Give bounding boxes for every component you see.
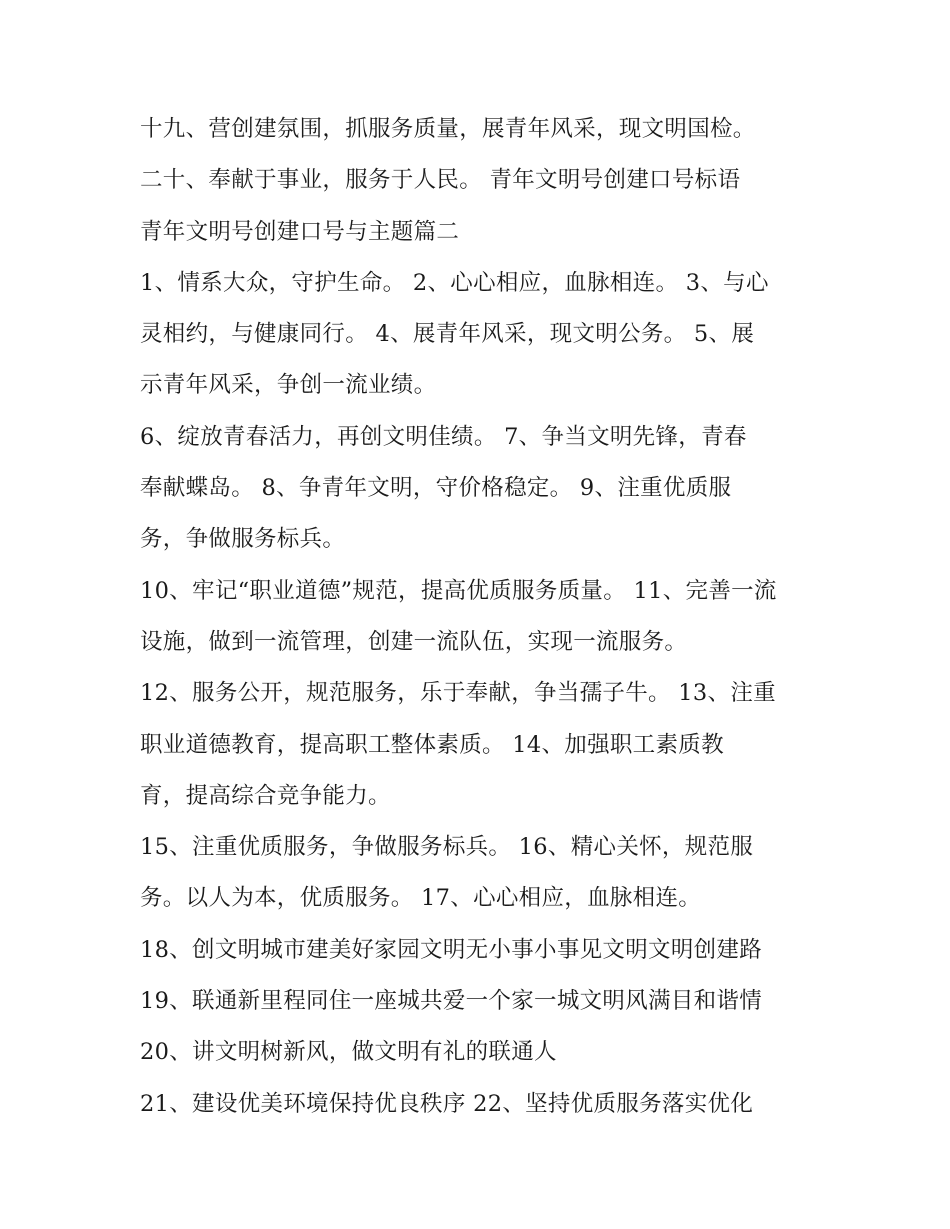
text-line: 示青年风采，争创一流业绩。 [140,372,437,399]
body-text [140,104,840,1130]
text-line: 21、建设优美环境保持优良秩序 22、坚持优质服务落实优化 [140,1090,754,1117]
text-line: 二十、奉献于事业，服务于人民。 青年文明号创建口号标语 [140,167,741,194]
text-line: 奉献蝶岛。 8、争青年文明，守价格稳定。 9、注重优质服 [140,475,732,502]
text-line: 15、注重优质服务，争做服务标兵。 16、精心关怀，规范服 [140,834,754,861]
text-line: 十九、营创建氛围，抓服务质量，展青年风采，现文明国检。 [140,116,756,142]
text-line: 18、创文明城市建美好家园文明无小事小事见文明文明创建路 [140,936,763,963]
text-line: 育，提高综合竞争能力。 [140,782,391,809]
text-line: 职业道德教育，提高职工整体素质。 14、加强职工素质教 [140,731,724,758]
text-line: 务，争做服务标兵。 [140,526,346,553]
text-line: 19、联通新里程同住一座城共爱一个家一城文明风满目和谐情 [140,988,763,1015]
text-line: 20、讲文明树新风，做文明有礼的联通人 [140,1039,557,1066]
section-heading: 青年文明号创建口号与主题篇二 [140,218,460,245]
text-line: 设施，做到一流管理，创建一流队伍，实现一流服务。 [140,628,688,655]
text-line: 10、牢记“职业道德”规范，提高优质服务质量。 11、完善一流 [140,577,777,604]
text-line: 灵相约，与健康同行。 4、展青年风采，现文明公务。 5、展 [140,321,755,348]
text-line: 6、绽放青春活力，再创文明佳绩。 7、争当文明先锋，青春 [140,423,747,450]
text-line: 12、服务公开，规范服务，乐于奉献，争当孺子牛。 13、注重 [140,680,776,707]
text-line: 1、情系大众，守护生命。 2、心心相应，血脉相连。 3、与心 [140,269,769,296]
text-line: 务。以人为本，优质服务。 17、心心相应，血脉相连。 [140,885,702,912]
